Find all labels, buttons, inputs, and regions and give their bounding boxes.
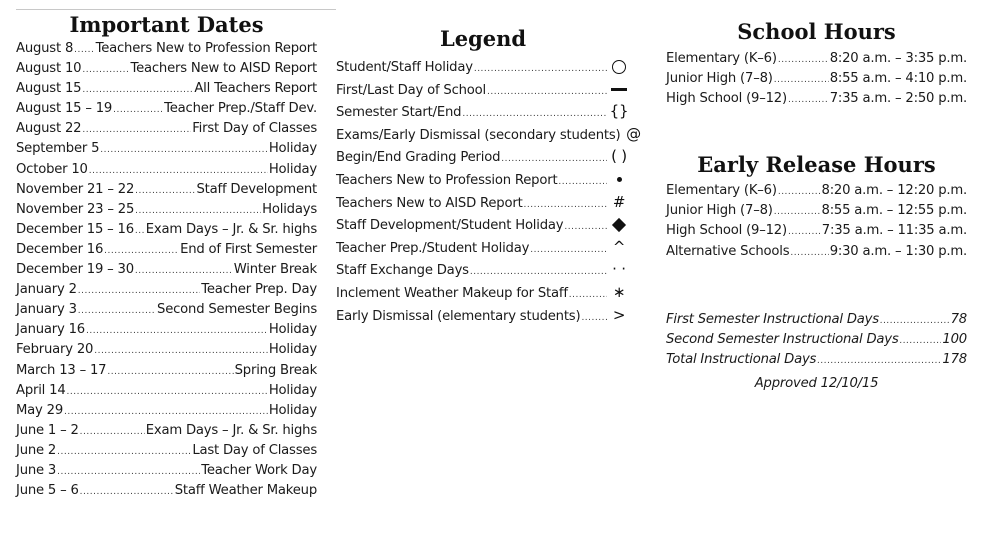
date-row	[16, 300, 317, 320]
legend-item-label: Exams/Early Dismissal (secondary students)	[336, 127, 621, 143]
dot-leader	[57, 442, 191, 462]
legend-item	[336, 168, 630, 191]
important-dates-title: Important Dates	[69, 12, 264, 37]
legend-item	[336, 236, 630, 259]
legend-item-label: Early Dismissal (elementary students)	[336, 308, 581, 324]
dot-leader	[474, 58, 607, 81]
hours-section	[666, 0, 967, 391]
date-row-value: Staff Development	[196, 181, 317, 197]
date-row-label: June 2	[16, 442, 57, 458]
school-hours-row-label: High School (9–12)	[666, 91, 787, 107]
date-row	[16, 441, 317, 461]
legend-list	[336, 55, 641, 326]
hash-icon: #	[612, 192, 626, 211]
school-hours-row	[666, 49, 967, 69]
legend-title: Legend	[439, 26, 527, 51]
instructional-days-row-label: Total Instructional Days	[666, 351, 817, 367]
dot-leader	[900, 331, 942, 351]
dot-leader	[82, 120, 191, 140]
legend-item-label: Staff Development/Student Holiday	[336, 218, 564, 234]
date-row-label: December 15 – 16	[16, 221, 134, 237]
date-row-label: January 2	[16, 282, 77, 298]
dot-leader	[778, 50, 829, 70]
asterisk-icon: ∗	[612, 282, 626, 301]
dot-leader	[487, 81, 607, 104]
date-row	[16, 361, 317, 381]
date-row	[16, 280, 317, 300]
date-row-label: June 1 – 2	[16, 422, 79, 438]
dot-leader	[569, 284, 607, 307]
dot-leader	[89, 161, 268, 181]
school-hours-row-value: 7:35 a.m. – 2:50 p.m.	[829, 91, 967, 107]
date-row-value: Holiday	[268, 161, 317, 177]
dot-leader	[107, 362, 233, 382]
legend-item-label: Teacher Prep./Student Holiday	[336, 240, 530, 256]
date-row-label: January 16	[16, 322, 85, 338]
dot-leader	[581, 307, 607, 330]
legend-item	[336, 304, 630, 327]
early-release-row-label: Junior High (7–8)	[666, 203, 773, 219]
instructional-days-list	[666, 310, 967, 370]
date-row	[16, 381, 317, 401]
approved-note: Approved 12/10/15	[754, 375, 879, 391]
date-row-value: Last Day of Classes	[192, 442, 317, 458]
bar-icon	[608, 78, 630, 101]
date-row-label: September 5	[16, 141, 100, 157]
early-release-row-label: Elementary (K–6)	[666, 183, 777, 199]
date-row-label: February 20	[16, 342, 94, 358]
legend-item	[336, 191, 630, 214]
date-row-label: June 3	[16, 462, 57, 478]
date-row-label: May 29	[16, 402, 64, 418]
legend-item	[336, 78, 630, 101]
date-row-label: August 10	[16, 61, 82, 77]
date-row	[16, 180, 317, 200]
dot-leader	[530, 239, 607, 262]
school-hours-row-label: Elementary (K–6)	[666, 51, 777, 66]
date-row-label: November 23 – 25	[16, 201, 135, 217]
date-row	[16, 320, 317, 340]
dot-leader	[67, 382, 268, 402]
date-row-label: June 5 – 6	[16, 483, 79, 499]
date-row-label: November 21 – 22	[16, 181, 135, 197]
dot-leader	[64, 402, 268, 422]
school-hours-list	[666, 49, 967, 109]
early-release-row	[666, 201, 967, 221]
date-row-value: Exam Days – Jr. & Sr. highs	[145, 221, 317, 237]
date-row-label: March 13 – 17	[16, 362, 107, 378]
legend-item-label: Inclement Weather Makeup for Staff	[336, 285, 568, 301]
date-row-label: August 8	[16, 41, 74, 56]
dot-leader	[788, 90, 829, 110]
school-hours-row-value: 8:20 a.m. – 3:35 p.m.	[829, 51, 967, 66]
date-row-value: Holiday	[268, 322, 317, 338]
early-release-list	[666, 181, 967, 261]
date-row-value: Teachers New to AISD Report	[130, 61, 317, 77]
dot-leader	[113, 100, 163, 120]
dot-leader	[78, 301, 156, 321]
date-row-label: August 22	[16, 121, 82, 137]
legend-item	[336, 145, 630, 168]
instructional-days-row	[666, 330, 967, 350]
early-release-row	[666, 221, 967, 241]
dot-leader	[78, 281, 201, 301]
caret-icon: ^	[612, 237, 626, 256]
date-row	[16, 139, 317, 159]
dot-leader	[564, 216, 607, 239]
date-row	[16, 220, 317, 240]
date-row	[16, 99, 317, 119]
early-release-row-label: High School (9–12)	[666, 223, 787, 239]
dot-leader	[80, 422, 145, 442]
dot-leader	[880, 311, 950, 331]
at-icon: @	[626, 124, 641, 143]
legend-item-label: Teachers New to Profession Report	[336, 172, 558, 188]
date-row-value: First Day of Classes	[192, 121, 317, 137]
dot-leader	[135, 181, 195, 201]
dot-leader	[80, 482, 174, 502]
date-row-label: August 15	[16, 81, 82, 97]
legend-item	[336, 100, 630, 123]
dot-leader	[462, 103, 607, 126]
date-row-value: Second Semester Begins	[157, 302, 317, 318]
legend-item	[336, 55, 630, 78]
date-row	[16, 401, 317, 421]
early-release-row	[666, 242, 967, 262]
divider	[16, 9, 336, 10]
dot-leader	[774, 70, 829, 90]
date-row	[16, 260, 317, 280]
date-row	[16, 79, 317, 99]
instructional-days-row-value: 100	[942, 331, 967, 347]
legend-item-label: Staff Exchange Days	[336, 263, 469, 279]
dot-leader	[790, 243, 828, 263]
date-row	[16, 481, 317, 501]
date-row-label: April 14	[16, 382, 66, 398]
dot-leader	[135, 201, 261, 221]
dot-leader	[524, 194, 607, 217]
school-hours-row	[666, 89, 967, 109]
dot-leader	[135, 221, 145, 241]
date-row	[16, 59, 317, 79]
dot-leader	[778, 182, 821, 202]
date-row-value: Holiday	[268, 402, 317, 418]
dot-leader	[788, 222, 821, 242]
dot-leader	[57, 462, 200, 482]
school-hours-row-label: Junior High (7–8)	[666, 71, 773, 87]
dot-leader	[94, 341, 268, 361]
date-row-value: Holiday	[268, 141, 317, 157]
legend-item-label: Student/Staff Holiday	[336, 60, 473, 75]
date-row-value: Exam Days – Jr. & Sr. highs	[145, 422, 317, 438]
dot-leader	[82, 60, 129, 80]
date-row	[16, 160, 317, 180]
greater-than-icon: >	[612, 305, 626, 324]
date-row	[16, 119, 317, 139]
legend-item	[336, 213, 630, 236]
early-release-row-value: 8:55 a.m. – 12:55 p.m.	[821, 203, 967, 219]
important-dates-list	[16, 39, 317, 501]
date-row-label: August 15 – 19	[16, 101, 113, 117]
dot-leader	[817, 351, 941, 371]
legend-item-label: First/Last Day of School	[336, 82, 486, 98]
school-hours-row	[666, 69, 967, 89]
early-release-title: Early Release Hours	[697, 152, 936, 178]
dot-leader	[82, 80, 193, 100]
date-row-value: Teachers New to Profession Report	[95, 41, 317, 56]
instructional-days-row-label: Second Semester Instructional Days	[666, 331, 899, 347]
instructional-days-row-value: 78	[950, 311, 967, 327]
early-release-row-label: Alternative Schools	[666, 243, 790, 259]
important-dates-section	[16, 0, 317, 501]
early-release-row-value: 7:35 a.m. – 11:35 a.m.	[821, 223, 967, 239]
legend-item	[336, 281, 630, 304]
legend-section	[336, 0, 641, 326]
dot-leader	[104, 241, 179, 261]
date-row-value: Teacher Prep./Staff Dev.	[164, 101, 317, 117]
parentheses-icon: ( )	[611, 147, 627, 166]
early-release-row	[666, 181, 967, 201]
date-row	[16, 340, 317, 360]
date-row-value: Teacher Prep. Day	[201, 282, 317, 298]
instructional-days-row	[666, 310, 967, 330]
dot-leader	[501, 148, 607, 171]
early-release-row-value: 8:20 a.m. – 12:20 p.m.	[821, 183, 967, 199]
date-row-label: October 10	[16, 161, 88, 177]
school-hours-title: School Hours	[737, 19, 896, 44]
bullet-icon	[608, 168, 630, 191]
legend-item-label: Teachers New to AISD Report	[336, 195, 523, 211]
date-row	[16, 240, 317, 260]
date-row-value: Spring Break	[234, 362, 317, 378]
legend-item	[336, 258, 630, 281]
instructional-days-row-value: 178	[942, 351, 967, 367]
date-row-value: Winter Break	[233, 262, 317, 278]
date-row-value: End of First Semester	[180, 241, 317, 257]
date-row	[16, 421, 317, 441]
date-row-value: Staff Weather Makeup	[174, 483, 317, 499]
school-hours-row-value: 8:55 a.m. – 4:10 p.m.	[829, 71, 967, 87]
dot-leader	[135, 261, 233, 281]
date-row-value: Holiday	[268, 342, 317, 358]
instructional-days-row-label: First Semester Instructional Days	[666, 311, 879, 327]
date-row	[16, 200, 317, 220]
dot-leader	[100, 140, 268, 160]
circle-icon	[608, 55, 630, 78]
date-row-value: Holiday	[268, 382, 317, 398]
date-row-label: December 16	[16, 241, 104, 257]
date-row	[16, 39, 317, 59]
legend-item-label: Begin/End Grading Period	[336, 150, 501, 166]
date-row-label: January 3	[16, 302, 77, 318]
legend-item	[336, 123, 641, 146]
dot-leader	[86, 321, 268, 341]
instructional-days-row	[666, 350, 967, 370]
legend-item-label: Semester Start/End	[336, 105, 462, 121]
braces-icon: {}	[609, 102, 629, 121]
date-row	[16, 461, 317, 481]
dot-leader	[774, 202, 821, 222]
date-row-value: Holidays	[262, 201, 317, 217]
dot-leader	[558, 171, 607, 194]
diamond-icon	[608, 213, 630, 236]
date-row-value: All Teachers Report	[194, 81, 317, 97]
dot-leader	[470, 261, 607, 284]
date-row-value: Teacher Work Day	[201, 462, 317, 478]
date-row-label: December 19 – 30	[16, 262, 134, 278]
double-dot-icon: · ·	[612, 260, 626, 279]
dot-leader	[74, 40, 94, 60]
early-release-row-value: 9:30 a.m. – 1:30 p.m.	[829, 243, 967, 259]
